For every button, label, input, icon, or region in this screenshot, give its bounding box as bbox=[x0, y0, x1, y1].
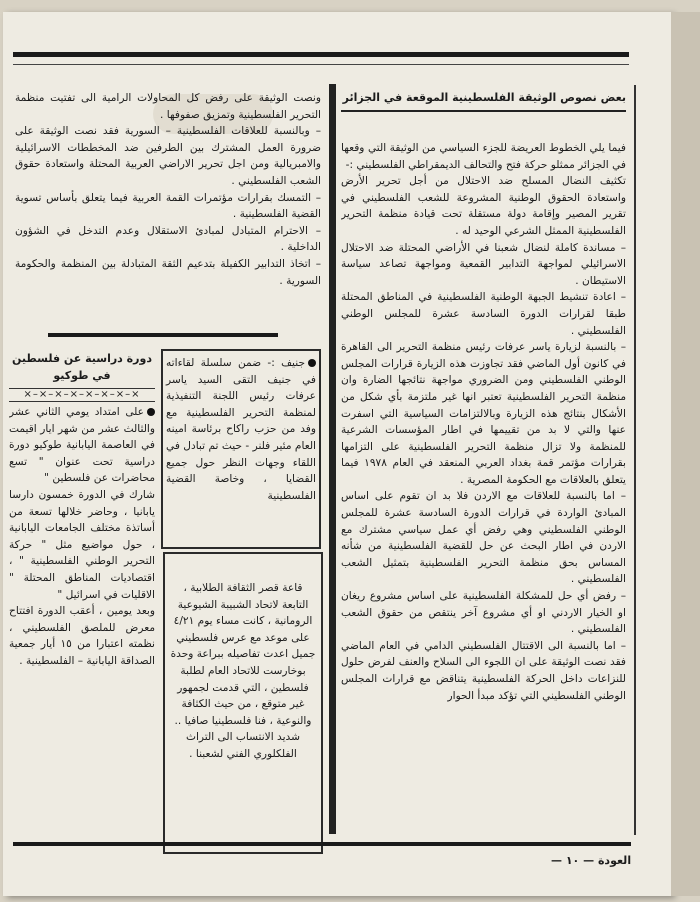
news-box-geneva bbox=[161, 349, 321, 549]
continuation-paragraph: – الاحترام المتبادل لمبادئ الاستقلال وعدم التدخل في الشؤون الداخلية . bbox=[15, 224, 321, 254]
continuation-paragraph: – وبالنسبة للعلاقات الفلسطينية – السورية فقد نصت الوثيقة على ضرورة العمل المشترك بين الطرفين ضد المخططات الاسرائيلية والامبريالية ومن اجل تحرير الاراضي العربية المحتلة واستعادة حقوق الشعب الفلسطيني . bbox=[15, 125, 321, 187]
article-paragraph: – اما بالنسبة الى الاقتتال الفلسطيني الدامي في العام الماضي فقد نصت الوثيقة على ان اللجوء الى السلاح والعنف لفرض حلول للنزاعات داخل الحركة الفلسطينية يتناقض مع قرارات المجلس الوطني الفلسطيني التي تؤكد مبدأ الحوار bbox=[341, 639, 626, 702]
column-divider bbox=[329, 84, 336, 834]
page-binding-edge bbox=[671, 12, 700, 896]
ornament-separator: ×–×–×–×–×–×–×–× bbox=[9, 388, 155, 402]
article-paragraph: – اما بالنسبة للعلاقات مع الاردن فلا بد ان تقوم على اساس المبادئ الواردة في قرارات الدورة السادسة عشرة للمجلس الوطني الفلسطيني وهي رفض أي عمل سياسي مشترك مع الاردن في اطار البحث عن حل للقضية الفلسطينية من شأنه المساس بحق منظمة التحرير الفلسطينية بتمثيل الشعب الفلسطيني . bbox=[341, 490, 626, 586]
romania-text: قاعة قصر الثقافة الطلابية ، التابعة لاتحاد الشبيبة الشيوعية الرومانية ، كانت مساء يوم ٤/٢١ على موعد مع عرس فلسطيني جميل اعدت تفاصيله ببراعة وحدة بوخارست للاتحاد العام لطلبة فلسطين ، التي قدمت لجمهور غير متوقع ، من حيث الكثافة والنوعية ، فنا فلسطينيا صافيا .. شديد الانتساب الى التراث الفلكلوري الفني لشعبنا . bbox=[170, 582, 316, 760]
article-paragraph: – اعادة تنشيط الجبهة الوطنية الفلسطينية في المناطق المحتلة طبقا لقرارات الدورة السادسة عشرة للمجلس الوطني الفلسطيني . bbox=[341, 291, 626, 337]
continuation-paragraph: – اتخاذ التدابير الكفيلة بتدعيم الثقة المتبادلة بين المنظمة والحكومة السورية . bbox=[15, 257, 321, 287]
article-paragraph: تكثيف النضال المسلح ضد الاحتلال من أجل تحرير الأرض واستعادة الحقوق الوطنية المشروعة للشعب الفلسطيني في تقرير المصير وإقامة دولة مستقلة تحت قيادة منظمة التحرير الفلسطينية الممثل الشرعي الوحيد له . bbox=[341, 175, 626, 237]
geneva-text: جنيف :- ضمن سلسلة لقاءاته في جنيف التقى السيد ياسر عرفات رئيس اللجنة التنفيذية لمنظمة التحرير الفلسطينية مع وفد من حزب راكاح برئاسة امينه العام مئير فلنر - حيث تم تبادل في اللقاء وجهات النظر حول جميع القضايا ، وخاصة القضية الفلسطينية bbox=[166, 357, 316, 502]
article-body bbox=[341, 122, 626, 704]
bullet-icon bbox=[147, 408, 155, 416]
tokyo-paragraph: شارك في الدورة خمسون دارسا يابانيا ، وحاضر خلالها تسعة من أساتذة مختلف الجامعات اليابانية ، حول مواضيع مثل " حركة التحرير الوطني الفلسطينية " ، اقتصاديات المناطق المحتلة " الاقليات في اسرائيل " bbox=[9, 488, 155, 601]
article-algeria-document bbox=[341, 87, 626, 829]
header-rule bbox=[13, 52, 629, 57]
tokyo-paragraph: على امتداد يومي الثاني عشر والثالث عشر من شهر ايار اقيمت في العاصمة اليابانية طوكيو دورة دراسية تحت عنوان " تسع محاضرات عن فلسطين " bbox=[9, 406, 155, 485]
bullet-icon bbox=[308, 359, 316, 367]
article-tokyo-course bbox=[9, 350, 155, 810]
section-rule bbox=[48, 333, 278, 337]
article-title: بعض نصوص الوثيقة الفلسطينية الموقعة في الجزائر bbox=[341, 91, 626, 112]
article-paragraph: – بالنسبة لزيارة ياسر عرفات رئيس منظمة التحرير الى القاهرة في كانون أول الماضي فقد تجاوزت هذه الزيارة قرارات المجلس الوطني الفلسطيني ومن الضروري مواجهة نتائجها الضارة وان منظمة التحرير الفلسطينية تعتبر انها غير ملتزمة بأي شكل من الأشكال بنتائج هذه الزيارة وبالالتزامات السياسية التي اسفرت عنها والتي لا بد من تقييمها في اطار المؤسسات الشرعية للمنظمة ولا تزال منظمة التحرير الفلسطينية على التزامها بقرارات مؤتمر قمة بغداد العربي المنعقد في العام ١٩٧٨ فيما يتعلق بالعلاقات مع الحكومة المصرية . bbox=[341, 341, 626, 486]
footer-rule bbox=[13, 842, 631, 846]
news-box-romania bbox=[163, 552, 323, 854]
tokyo-title: دورة دراسية عن فلسطين في طوكيو bbox=[12, 352, 152, 382]
magazine-page bbox=[3, 12, 671, 896]
tokyo-paragraph: وبعد يومين ، أعقب الدورة افتتاح معرض للملصق الفلسطيني ، نظمته اعتبارا من ١٥ أيار جمعية الصداقة اليابانية – الفلسطينية . bbox=[9, 605, 155, 667]
article-continuation bbox=[15, 90, 321, 330]
right-column-rule bbox=[634, 85, 636, 835]
continuation-paragraph: – التمسك بقرارات مؤتمرات القمة العربية فيما يتعلق بأساس تسوية القضية الفلسطينية . bbox=[15, 191, 321, 221]
page-footer: العودة — ١٠ — bbox=[551, 854, 632, 867]
article-paragraph: فيما يلي الخطوط العريضة للجزء السياسي من الوثيقة التي وقعها في الجزائر ممثلو حركة فتح والتحالف الديمقراطي الفلسطيني :- bbox=[341, 142, 626, 171]
article-paragraph: – رفض أي حل للمشكلة الفلسطينية على اساس مشروع ريغان او الخيار الاردني او أي مشروع آخر ينتقص من حقوق الشعب الفلسطيني . bbox=[341, 590, 626, 636]
continuation-paragraph: ونصت الوثيقة على رفض كل المحاولات الرامية الى تفتيت منظمة التحرير الفلسطينية وتمزيق صفوفها . bbox=[15, 92, 321, 121]
header-rule-thin bbox=[13, 64, 629, 65]
article-paragraph: – مساندة كاملة لنضال شعبنا في الأراضي المحتلة ضد الاحتلال الاسرائيلي لمواجهة التدابير القمعية ومواجهة تصاعد سياسة الاستيطان . bbox=[341, 241, 626, 287]
